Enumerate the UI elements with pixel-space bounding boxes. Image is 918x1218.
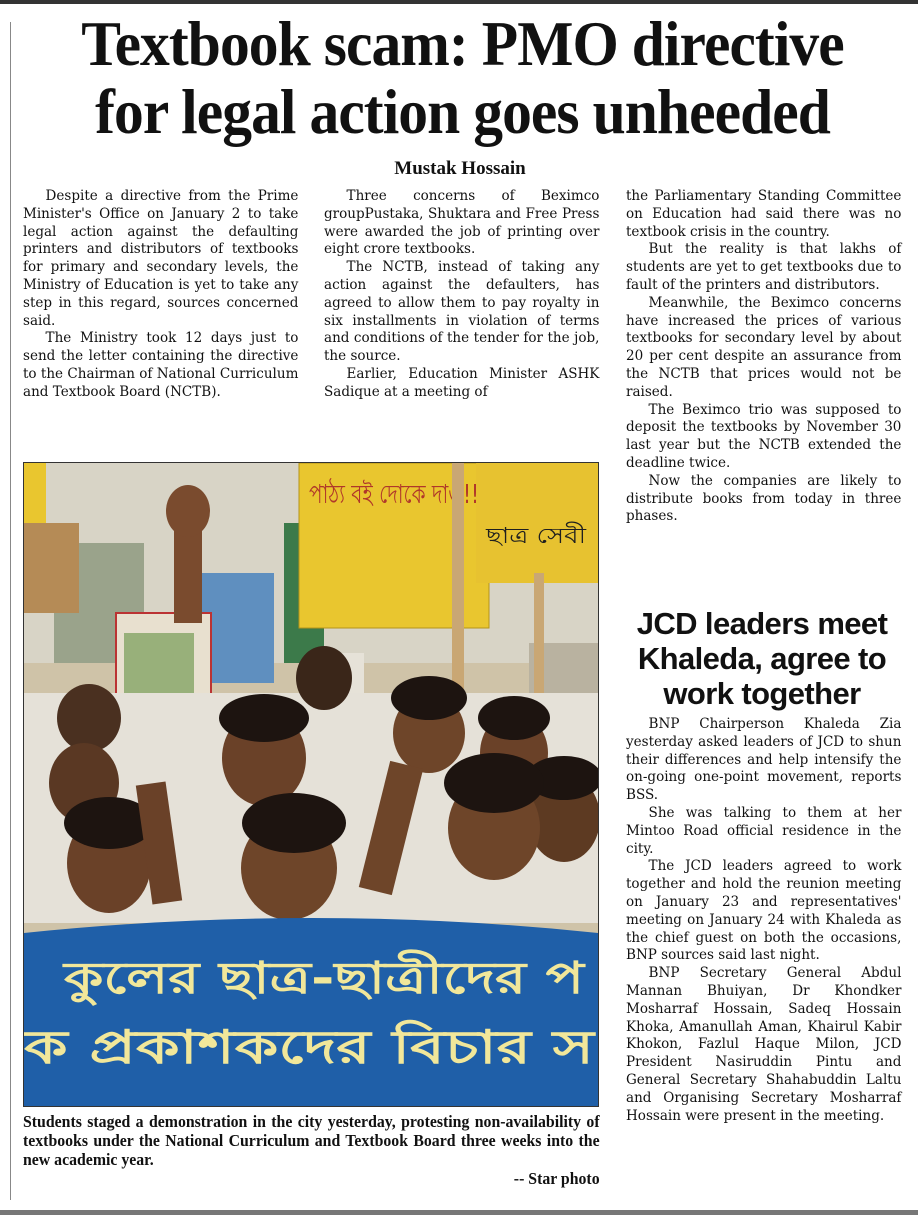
article-paragraph: Earlier, Education Minister ASHK Sadique at a meeting of xyxy=(324,365,600,400)
article-paragraph: The Ministry took 12 days just to send the letter containing the directive to the Chairman of National Curriculum and Textbook Board (NCTB). xyxy=(23,330,299,400)
banner-text-line-1: কুলের ছাত্র-ছাত্রীদের প xyxy=(64,953,470,1004)
top-rule xyxy=(0,0,918,4)
article-paragraph: Despite a directive from the Prime Minister's Office on January 2 to take legal action against the defaulting printers and distributors of textbooks for primary and secondary levels, the Ministry of Education is yet to take any step in this regard, sources concerned said. xyxy=(23,188,299,329)
article-column-1 xyxy=(23,188,298,402)
sidebar-paragraph: She was talking to them at her Mintoo Road official residence in the city. xyxy=(626,804,902,857)
article-paragraph: Three concerns of Beximco groupPustaka, Shuktara and Free Press were awarded the job of printing over eight crore textbooks. xyxy=(324,188,600,258)
photo-caption xyxy=(23,1112,600,1188)
article-paragraph: But the reality is that lakhs of students are yet to get textbooks due to fault of the printers and distributors. xyxy=(626,241,902,293)
protest-placard-right xyxy=(476,463,598,583)
bottom-rule xyxy=(0,1210,918,1215)
placard-text-right: ছাত্র সেবী xyxy=(486,524,571,549)
left-column-rule xyxy=(10,22,11,1200)
article-column-3 xyxy=(626,188,901,526)
photo-credit: -- Star photo xyxy=(513,1169,600,1188)
placard-text: পাঠ্য বই দোকে দাও!! xyxy=(309,480,530,510)
sidebar-paragraph: BNP Secretary General Abdul Mannan Bhuiyan, Dr Khondker Mosharraf Hossain, Sadeq Hossain Khoka, Amanullah Aman, Khairul Kabir Khokon, Fazlul Haque Milon, JCD President Nasiruddin Pintu and General Secretary Shahabuddin Laltu and Organising Secretary Mosharraf Hossain were present in the meeting. xyxy=(626,965,902,1124)
news-photo xyxy=(23,462,599,1107)
page-headline: Textbook scam: PMO directive for legal action goes unheeded xyxy=(81,8,844,147)
article-paragraph: Now the companies are likely to distribute books from today in three phases. xyxy=(626,472,902,525)
article-paragraph: the Parliamentary Standing Committee on Education had said there was no textbook crisis in the country. xyxy=(626,188,902,240)
article-paragraph: Meanwhile, the Beximco concerns have increased the prices of various textbooks for secondary level by about 20 per cent despite an assurance from the NCTB that prices would not be raised. xyxy=(626,294,902,400)
banner-text-line-2: ক প্রকাশকদের বিচার স xyxy=(24,1020,445,1074)
caption-text: Students staged a demonstration in the city yesterday, protesting non-availability of textbooks under the National Curriculum and Textbook Board three weeks into the new academic year. xyxy=(23,1112,600,1169)
sidebar-paragraph: BNP Chairperson Khaleda Zia yesterday asked leaders of JCD to shun their differences and help intensify the on-going one-point movement, reports BSS. xyxy=(626,716,902,804)
byline: Mustak Hossain xyxy=(394,158,526,179)
article-column-2 xyxy=(324,188,599,402)
sidebar-paragraph: The JCD leaders agreed to work together and hold the reunion meeting on January 23 and representatives' meeting on January 24 with Khaleda as the chief guest on both the occasions, BNP sources said last night. xyxy=(626,858,902,964)
sidebar-headline: JCD leaders meet Khaleda, agree to work together xyxy=(636,606,888,711)
article-paragraph: The Beximco trio was supposed to deposit the textbooks by November 30 last year but the NCTB extended the deadline twice. xyxy=(626,401,902,471)
protest-banner xyxy=(24,918,598,1106)
article-paragraph: The NCTB, instead of taking any action against the defaulters, has agreed to allow them to pay royalty in six installments in violation of terms and conditions of the tender for the job, the source. xyxy=(324,259,600,365)
sidebar-story xyxy=(626,716,901,1125)
